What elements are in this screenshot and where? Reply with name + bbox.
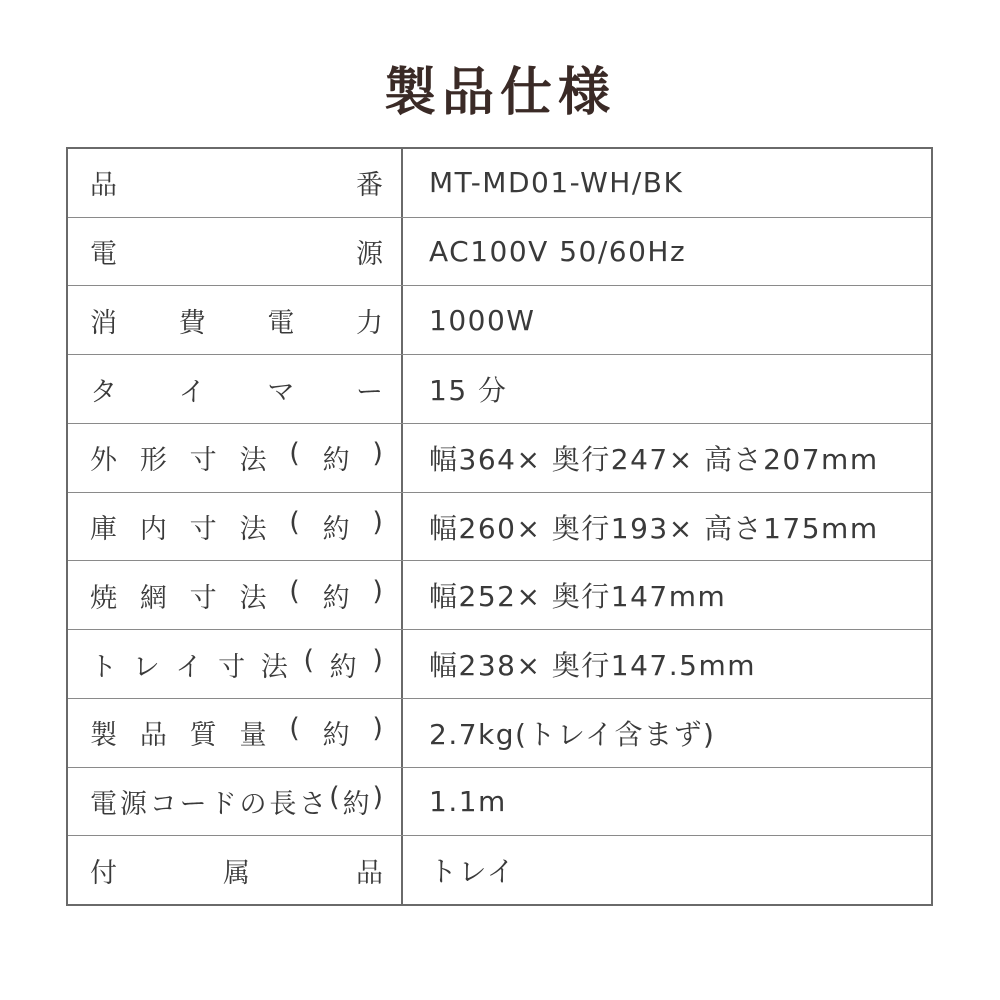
spec-label-text: 付 属 品 [90, 857, 383, 889]
spec-label-text: タ イ マ ー [90, 376, 383, 408]
spec-label-text: 消 費 電 力 [90, 307, 383, 339]
table-row [68, 699, 931, 768]
spec-value: 幅260× 奥行193× 高さ175mm [429, 511, 879, 545]
table-row [68, 630, 931, 699]
spec-value: MT-MD01-WH/BK [429, 166, 684, 200]
spec-value: 1000W [429, 303, 536, 337]
spec-value: トレイ [429, 855, 517, 889]
table-row [68, 836, 931, 904]
table-row [68, 424, 931, 493]
spec-value: 幅364× 奥行247× 高さ207mm [429, 442, 879, 476]
spec-label-text: 電 源 コ ー ド の 長 さ ( 約 ) [90, 781, 383, 820]
spec-label-text: 品 番 [90, 170, 383, 202]
spec-label [68, 699, 403, 767]
spec-label-text: 庫 内 寸 法 ( 約 ) [90, 507, 383, 546]
spec-label [68, 768, 403, 836]
spec-value: 幅252× 奥行147mm [429, 580, 727, 614]
spec-value: 15 分 [429, 374, 508, 408]
spec-label-text: 製 品 質 量 ( 約 ) [90, 713, 383, 752]
spec-label [68, 355, 403, 423]
table-row [68, 768, 931, 837]
table-row [68, 561, 931, 630]
spec-label-text: ト レ イ 寸 法 ( 約 ) [90, 644, 383, 683]
spec-label-text: 電 源 [90, 239, 383, 271]
spec-value: 幅238× 奥行147.5mm [429, 649, 757, 682]
table-row [68, 149, 931, 218]
spec-label [68, 836, 403, 904]
table-row [68, 286, 931, 355]
table-row [68, 493, 931, 562]
spec-label [68, 149, 403, 217]
spec-label [68, 493, 403, 561]
spec-label-text: 外 形 寸 法 ( 約 ) [90, 438, 383, 477]
spec-label [68, 286, 403, 354]
spec-table [66, 147, 933, 906]
spec-label [68, 561, 403, 629]
spec-label [68, 424, 403, 492]
page-title: 製品仕様 [383, 63, 616, 123]
spec-value: 2.7kg(トレイ含まず) [429, 717, 716, 751]
spec-value: AC100V 50/60Hz [429, 235, 687, 269]
table-row [68, 218, 931, 287]
spec-value: 1.1m [429, 784, 507, 818]
table-row [68, 355, 931, 424]
spec-label [68, 218, 403, 286]
spec-label-text: 焼 網 寸 法 ( 約 ) [90, 575, 383, 614]
spec-label [68, 630, 403, 698]
